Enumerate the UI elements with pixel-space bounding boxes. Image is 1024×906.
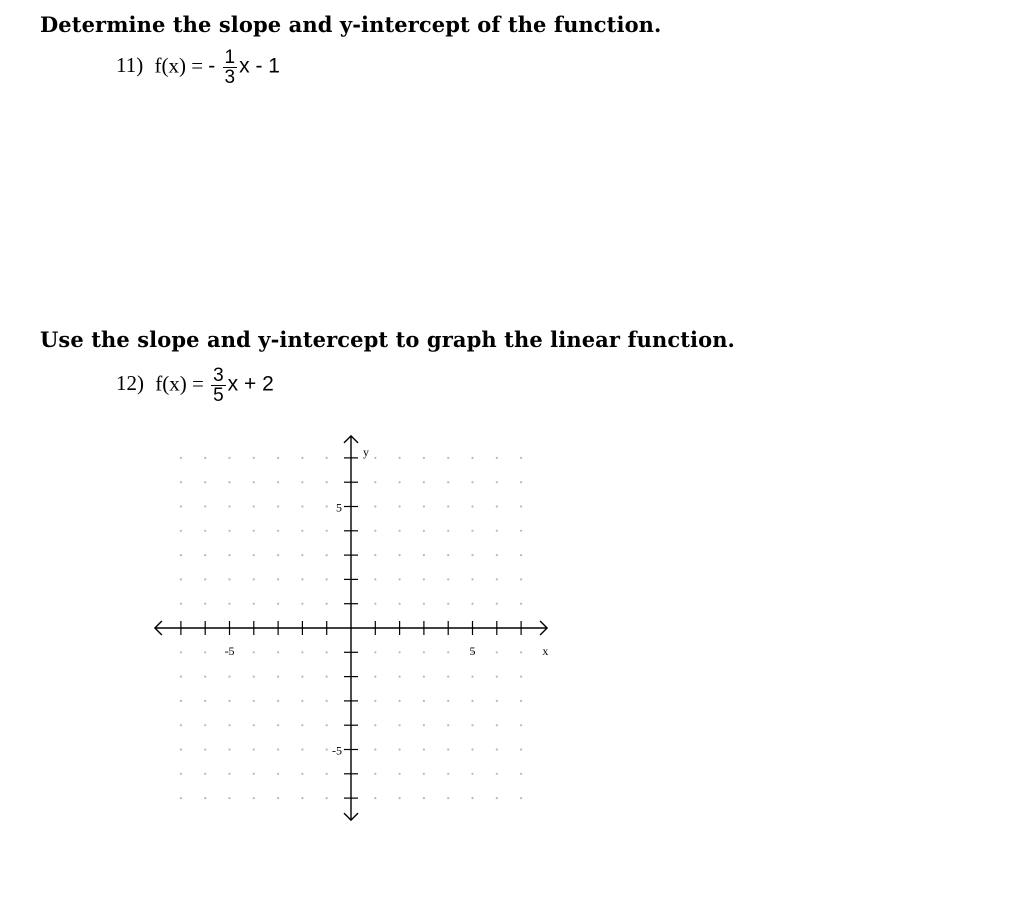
grid-dot [180, 676, 182, 678]
grid-dot [228, 505, 230, 507]
grid-dot [520, 578, 522, 580]
grid-dot [301, 505, 303, 507]
y-axis-label: y [363, 444, 369, 459]
grid-dot [399, 481, 401, 483]
grid-dot [423, 797, 425, 799]
grid-dot [520, 797, 522, 799]
grid-dot [374, 724, 376, 726]
grid-dot [423, 603, 425, 605]
grid-dot [228, 578, 230, 580]
grid-dot [447, 554, 449, 556]
section-1-heading: Determine the slope and y-intercept of the function. [40, 12, 662, 37]
grid-dot [520, 481, 522, 483]
grid-dot [204, 554, 206, 556]
grid-dot [496, 481, 498, 483]
problem-11-sign: - [208, 54, 216, 78]
grid-dot [374, 676, 376, 678]
grid-dot [301, 724, 303, 726]
grid-dot [471, 505, 473, 507]
grid-dot [301, 797, 303, 799]
grid-dot [374, 554, 376, 556]
grid-dot [471, 676, 473, 678]
grid-dot [520, 676, 522, 678]
grid-dot [520, 651, 522, 653]
grid-dot [277, 578, 279, 580]
grid-dot [326, 554, 328, 556]
grid-dot [447, 797, 449, 799]
grid-dot [374, 457, 376, 459]
grid-dot [374, 773, 376, 775]
grid-dot [180, 797, 182, 799]
grid-dot [447, 748, 449, 750]
problem-11-lhs: f(x) = [154, 53, 204, 78]
grid-dot [204, 505, 206, 507]
grid-dot [496, 457, 498, 459]
grid-dot [204, 700, 206, 702]
grid-dot [374, 603, 376, 605]
grid-dot [496, 748, 498, 750]
grid-dot [471, 530, 473, 532]
grid-dot [520, 724, 522, 726]
grid-dot [204, 773, 206, 775]
grid-dot [471, 554, 473, 556]
grid-dot [277, 773, 279, 775]
grid-dot [228, 457, 230, 459]
grid-dot [228, 724, 230, 726]
problem-12-rest: x + 2 [227, 372, 274, 396]
grid-dot [423, 748, 425, 750]
grid-dot [399, 748, 401, 750]
grid-dot [423, 651, 425, 653]
grid-dot [326, 457, 328, 459]
grid-dot [447, 724, 449, 726]
grid-dot [253, 530, 255, 532]
grid-dot [204, 603, 206, 605]
grid-dot [520, 603, 522, 605]
grid-dot [301, 676, 303, 678]
grid-dot [228, 700, 230, 702]
grid-dot [253, 651, 255, 653]
grid-dot [447, 676, 449, 678]
grid-dot [253, 700, 255, 702]
grid-dot [399, 773, 401, 775]
grid-dot [277, 554, 279, 556]
grid-dot [253, 676, 255, 678]
grid-dot [301, 481, 303, 483]
grid-dot [301, 578, 303, 580]
grid-dot [277, 700, 279, 702]
grid-dot [301, 773, 303, 775]
grid-dot [447, 505, 449, 507]
grid-dot [253, 797, 255, 799]
grid-dot [326, 530, 328, 532]
grid-dot [447, 578, 449, 580]
grid-dot [326, 481, 328, 483]
grid-dot [447, 773, 449, 775]
problem-11-numerator: 1 [224, 47, 236, 68]
grid-dot [301, 457, 303, 459]
grid-dot [204, 481, 206, 483]
problem-11-denominator: 3 [224, 67, 236, 88]
grid-dot [228, 603, 230, 605]
grid-dot [253, 578, 255, 580]
grid-dot [374, 797, 376, 799]
grid-dot [180, 457, 182, 459]
grid-dot [374, 530, 376, 532]
grid-dot [326, 651, 328, 653]
grid-dot [496, 724, 498, 726]
grid-dot [496, 530, 498, 532]
grid-dot [228, 554, 230, 556]
grid-dot [374, 578, 376, 580]
grid-dot [277, 481, 279, 483]
grid-dot [253, 481, 255, 483]
grid-dot [399, 457, 401, 459]
problem-12-number: 12) [116, 371, 144, 396]
grid-dot [374, 651, 376, 653]
grid-dot [399, 797, 401, 799]
grid-dot [447, 457, 449, 459]
grid-dot [204, 748, 206, 750]
grid-dot [253, 554, 255, 556]
grid-dot [520, 748, 522, 750]
axes [155, 436, 547, 820]
grid-dot [301, 603, 303, 605]
grid-dot [204, 724, 206, 726]
grid-dot [301, 748, 303, 750]
grid-dot [326, 505, 328, 507]
grid-dot [180, 773, 182, 775]
grid-dot [520, 700, 522, 702]
grid-dot [471, 797, 473, 799]
problem-12-denominator: 5 [213, 385, 224, 406]
problem-11-number: 11) [116, 53, 144, 78]
grid-dot [423, 676, 425, 678]
grid-dot [471, 748, 473, 750]
grid-dot [471, 603, 473, 605]
grid-dot [423, 481, 425, 483]
grid-dot [180, 481, 182, 483]
grid-dot [423, 505, 425, 507]
grid-dot [423, 773, 425, 775]
grid-dot [326, 773, 328, 775]
problem-11-rest: x - 1 [239, 54, 280, 78]
grid-dot [180, 603, 182, 605]
grid-dot [301, 554, 303, 556]
x-tick-label-pos5: 5 [469, 644, 476, 658]
grid-dot [423, 724, 425, 726]
problem-12-numerator: 3 [213, 365, 224, 386]
grid-dot [180, 578, 182, 580]
grid-dot [496, 578, 498, 580]
grid-dot [423, 457, 425, 459]
grid-dot [471, 457, 473, 459]
grid-dot [301, 700, 303, 702]
grid-dot [180, 530, 182, 532]
grid-dot [520, 530, 522, 532]
grid-dot [423, 700, 425, 702]
grid-dot [277, 748, 279, 750]
grid-dot [301, 651, 303, 653]
grid-dot [399, 554, 401, 556]
grid-dot [520, 773, 522, 775]
y-tick-label-pos5: 5 [336, 500, 342, 515]
grid-dot [423, 554, 425, 556]
grid-dot [447, 603, 449, 605]
grid-dot [180, 724, 182, 726]
grid-dot [228, 773, 230, 775]
grid-dot [520, 554, 522, 556]
grid-dot [374, 748, 376, 750]
x-tick-label-neg5: -5 [224, 644, 235, 658]
grid-dot [326, 724, 328, 726]
grid-dot [471, 578, 473, 580]
grid-dot [471, 724, 473, 726]
problem-12-lhs: f(x) = [155, 371, 204, 396]
grid-dot [180, 505, 182, 507]
grid-dot [447, 481, 449, 483]
grid-dot [496, 700, 498, 702]
grid-dot [253, 505, 255, 507]
grid-dot [228, 748, 230, 750]
grid-dot [374, 505, 376, 507]
y-tick-label-neg5: -5 [332, 743, 342, 758]
grid-dot [326, 603, 328, 605]
grid-dot [496, 773, 498, 775]
grid-dot [204, 676, 206, 678]
grid-dot [496, 554, 498, 556]
grid-dot [180, 554, 182, 556]
grid-dot [399, 651, 401, 653]
grid-dot [374, 481, 376, 483]
grid-dot [471, 481, 473, 483]
grid-dot [326, 797, 328, 799]
grid-dot [374, 700, 376, 702]
grid-dot [520, 457, 522, 459]
grid-dot [253, 773, 255, 775]
grid-dot [520, 505, 522, 507]
grid-dot [496, 505, 498, 507]
grid-dot [277, 797, 279, 799]
grid-dot [496, 603, 498, 605]
grid-dot [277, 505, 279, 507]
grid-dot [399, 724, 401, 726]
grid-dot [228, 676, 230, 678]
grid-dot [204, 797, 206, 799]
grid-dot [253, 457, 255, 459]
section-2-heading: Use the slope and y-intercept to graph the linear function. [40, 327, 735, 352]
grid-dot [447, 700, 449, 702]
grid-dot [326, 578, 328, 580]
grid-dot [277, 457, 279, 459]
grid-dot [277, 530, 279, 532]
grid-dot [228, 481, 230, 483]
grid-dot [326, 700, 328, 702]
grid-dot [496, 797, 498, 799]
grid-dot [399, 676, 401, 678]
grid-dot [228, 797, 230, 799]
grid-dot [228, 530, 230, 532]
grid-dot [471, 773, 473, 775]
grid-dot [399, 505, 401, 507]
grid-dot [496, 676, 498, 678]
grid-dot [471, 700, 473, 702]
grid-dot [326, 748, 328, 750]
grid-dot [180, 700, 182, 702]
grid-dot [399, 578, 401, 580]
grid-dot [326, 676, 328, 678]
grid-dot [399, 530, 401, 532]
grid-dot [253, 724, 255, 726]
grid-dot [180, 748, 182, 750]
grid-dot [253, 748, 255, 750]
x-axis-label: x [542, 644, 549, 658]
grid-dot [180, 651, 182, 653]
grid-dot [423, 578, 425, 580]
grid-dot [277, 724, 279, 726]
grid-dot [204, 457, 206, 459]
grid-dot [204, 578, 206, 580]
grid-dot [399, 603, 401, 605]
grid-dot [301, 530, 303, 532]
grid-dot [447, 530, 449, 532]
grid-dot [423, 530, 425, 532]
grid-dot [496, 651, 498, 653]
grid-dot [277, 651, 279, 653]
grid-dot [447, 651, 449, 653]
grid-dot [277, 603, 279, 605]
grid-dot [253, 603, 255, 605]
grid-dot [277, 676, 279, 678]
grid-dot [204, 651, 206, 653]
grid-dot [399, 700, 401, 702]
grid-dot [204, 530, 206, 532]
